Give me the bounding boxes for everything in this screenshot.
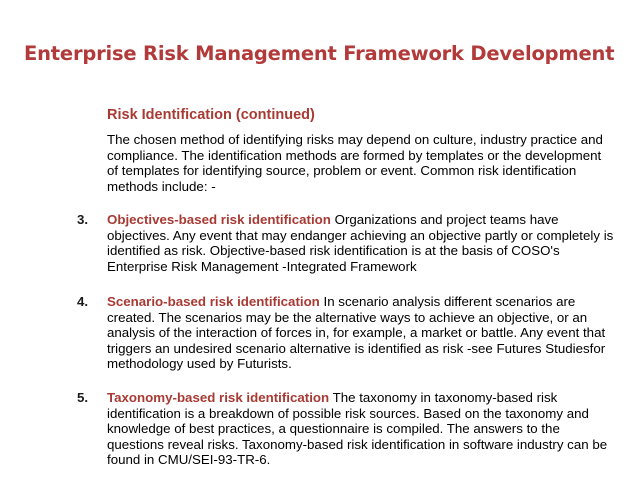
intro-paragraph: The chosen method of identifying risks may depend on culture, industry practice and compliance. The identification methods are formed by templates or the development of templates for identifying source, problem or event. Common risk identification methods include: - — [107, 132, 603, 194]
item-body — [107, 212, 617, 274]
item-body — [107, 294, 617, 372]
item-heading: Taxonomy-based risk identification — [107, 390, 330, 405]
item-body — [107, 390, 617, 468]
item-number: 3. — [77, 212, 89, 227]
item-heading: Scenario-based risk identification — [107, 294, 320, 309]
section-subtitle: Risk Identification (continued) — [107, 107, 315, 123]
item-number: 5. — [77, 390, 89, 405]
item-description: Organizations and project teams have objectives. Any event that may endanger achieving an objective partly or completely is identified as risk. Objective-based risk identification is at the basis of COSO's Enterprise Risk Management -Integrated Framework — [107, 212, 614, 274]
item-description: The taxonomy in taxonomy-based risk identification is a breakdown of possible risk sources. Based on the taxonomy and knowledge of best practices, a questionnaire is compiled. The answers to the questions reveal risks. Taxonomy-based risk identification in software industry can be found in CMU/SEI-93-TR-6. — [107, 390, 608, 467]
slide-title: Enterprise Risk Management Framework Development — [24, 42, 615, 65]
item-number: 4. — [77, 294, 89, 309]
item-heading: Objectives-based risk identification — [107, 212, 331, 227]
item-description: In scenario analysis different scenarios are created. The scenarios may be the alternative ways to achieve an objective, or an analysis of the interaction of forces in, for example, a market or battle. Any event that triggers an undesired scenario alternative is identified as risk -see Futures Studiesfor methodology used by Futurists. — [107, 294, 606, 371]
